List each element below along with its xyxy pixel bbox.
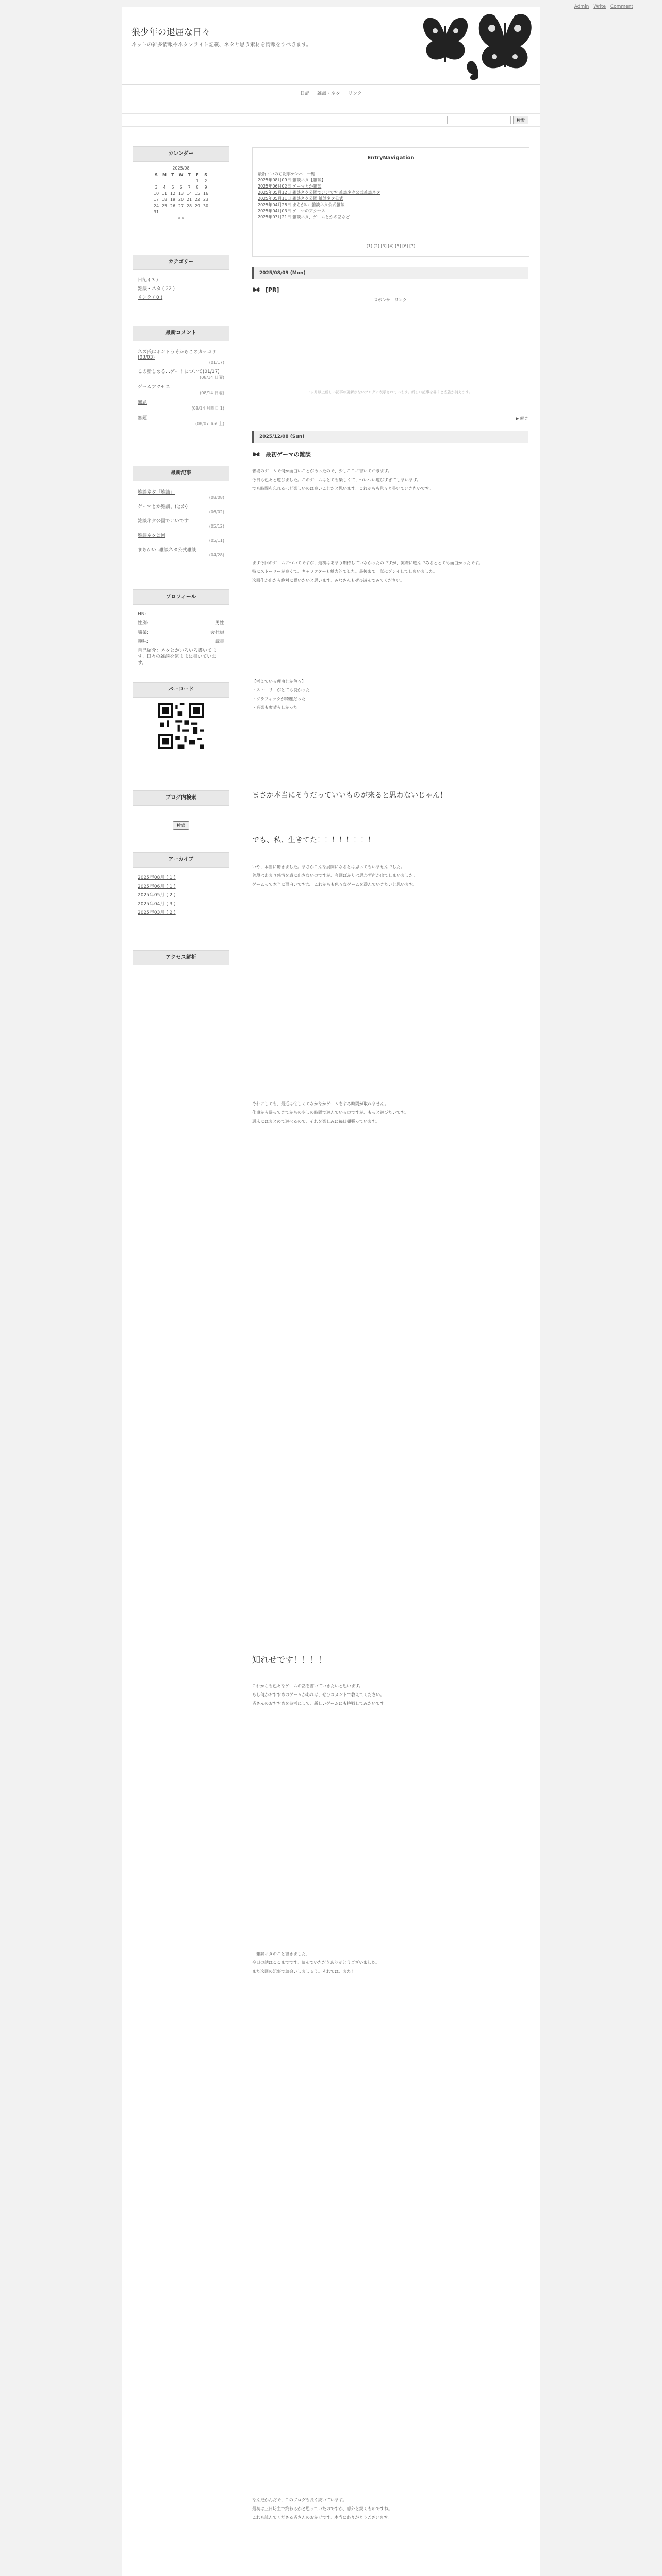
entry-line: 仕事から帰ってきてからの少しの時間で遊んでいるのですが、もっと遊びたいです。 (252, 1110, 409, 1115)
calendar-day: 8 (196, 184, 199, 190)
calendar-day: 27 (178, 203, 184, 208)
calendar-day (160, 178, 169, 184)
recent-date: (05/12) (209, 524, 224, 529)
entry-nav-item[interactable]: 2025年08月09日 雑談ネタ【雑談】 (258, 178, 326, 182)
calendar-day: 22 (194, 197, 201, 202)
recent-link[interactable]: 雑談ネタ公園 (138, 533, 166, 538)
entry-highlight: でも、私、生きてた！！！！！！！！ (252, 836, 375, 844)
butterfly-illustration (417, 10, 536, 82)
entry-line: また次回の記事でお会いしましょう。それでは、また！ (252, 1969, 355, 1974)
admin-link[interactable]: Admin (574, 4, 589, 9)
calendar-title: カレンダー (133, 146, 229, 162)
calendar-day (185, 209, 193, 215)
calendar-day: 2 (204, 178, 207, 183)
top-links (571, 4, 633, 9)
entry-navigation-pages[interactable]: [1] [2] [3] [4] [5] [6] [7] (366, 244, 416, 248)
calendar-day: 3 (155, 184, 158, 190)
pr-title (252, 286, 528, 293)
entry-line: 特にストーリーが良くて、キャラクターも魅力的でした。最後まで一気にプレイしてしまいました。 (252, 569, 437, 574)
entry-nav-item[interactable]: 2025年05月11日 雑談ネタ公園 雑談ネタ公式 (258, 196, 343, 201)
profile-key: HN: (138, 612, 146, 617)
calendar-day (177, 178, 185, 184)
site-title[interactable]: 狼少年の退屈な日々 (131, 27, 210, 38)
blog-search-input[interactable] (141, 810, 221, 818)
entry-paragraph (252, 2497, 528, 2523)
comment-link[interactable]: ネズ氏はホントうそからこのカテゴリ(03/03) (138, 350, 217, 360)
blog-search-title: ブログ内検索 (133, 790, 229, 806)
entry-line: でも時間を忘れるほど楽しいのは良いことだと思います。これからも色々と書いていきたいです。 (252, 486, 433, 491)
entry-title (252, 450, 528, 459)
calendar-day-header: S (155, 172, 158, 177)
ad-note: 3ヶ月以上新しい記事の更新がないブログに表示されています。新しい記事を書くと広告が消えます。 (308, 390, 473, 394)
calendar-day: 23 (203, 197, 209, 202)
comment-meta: (08/14 日曜) (200, 391, 224, 395)
recent-date: (08/08) (209, 495, 224, 500)
profile-box (133, 589, 229, 670)
entry-line: なんだかんだで、このブログも長く続いています。 (252, 2498, 347, 2502)
calendar-day (160, 209, 169, 215)
profile-key: 職業: (138, 630, 149, 635)
calendar-day: 12 (170, 191, 176, 196)
blog-search-button[interactable]: 検索 (173, 821, 189, 830)
calendar-day: 1 (196, 178, 199, 183)
nav-chat[interactable]: 雑談・ネタ (317, 91, 341, 96)
comment-link[interactable]: 無題 (138, 416, 147, 421)
recent-link[interactable]: ゲーマとか雑談、(とか) (138, 504, 188, 510)
calendar-day: 4 (163, 184, 166, 190)
calendar-day (152, 178, 160, 184)
calendar-day (193, 209, 202, 215)
recent-box (133, 466, 229, 565)
comment-link[interactable]: Comment (610, 4, 633, 9)
entry-paragraph (252, 560, 528, 586)
search-input[interactable] (447, 116, 511, 124)
calendar-day: 24 (153, 203, 159, 208)
entry-line: いや、本当に驚きました。まさかこんな展開になるとは思ってもいませんでした。 (252, 865, 405, 869)
profile-value: 会社員 (210, 630, 224, 635)
pr-footer-link[interactable]: ▶ 続き (516, 416, 528, 421)
calendar-day (185, 178, 193, 184)
calendar-day-header: T (171, 172, 174, 177)
entry-line: 週末にはまとめて遊べるので、それを楽しみに毎日頑張っています。 (252, 1119, 380, 1124)
entry-line: まず今回のゲームについてですが、最初はあまり期待していなかったのですが、実際に遊んでみるととても面白かったです。 (252, 561, 483, 565)
entry-paragraph (252, 1100, 528, 1127)
calendar-day: 25 (161, 203, 168, 208)
calendar-day: 31 (153, 209, 159, 214)
entry-line: これからも色々なゲームの話を書いていきたいと思います。 (252, 1684, 363, 1688)
analysis-title: アクセス解析 (133, 950, 229, 965)
page-container (122, 7, 540, 2576)
calendar-month: 2025/08 (172, 166, 190, 171)
calendar-day: 13 (178, 191, 184, 196)
calendar-day: 10 (153, 191, 159, 196)
entry-nav-item[interactable]: 2025年04月28日 まちがい..雑談ネタ公式雑談 (258, 202, 345, 207)
butterfly-icon (252, 451, 260, 457)
calendar-day: 29 (194, 203, 201, 208)
profile-intro: 自己紹介：ネタとかいろいろ書いてます。日々の雑談を気ままに書いています。 (138, 648, 217, 666)
calendar-day: 28 (186, 203, 192, 208)
profile-value: 男性 (214, 621, 224, 626)
global-nav (122, 90, 540, 96)
category-link[interactable]: 日記 ( 3 ) (138, 278, 158, 283)
entry-line: 今日の話はここまでです。読んでいただきありがとうございました。 (252, 1960, 380, 1965)
archive-box (133, 852, 229, 922)
entry-highlight: まさか本当にそうだっていいものが来ると思わないじゃん！ (252, 791, 447, 800)
entry-line: ・グラフィックが綺麗だった (252, 697, 306, 701)
pr-note: スポンサーリンク (374, 298, 407, 302)
comments-title: 最新コメント (133, 326, 229, 341)
entry-line: 最初は三日坊主で終わるかと思っていたのですが、意外と続くものですね。 (252, 2506, 392, 2511)
butterfly-icon (252, 286, 260, 293)
calendar-day-header: S (204, 172, 207, 177)
comment-link[interactable]: ゲームアクセス (138, 385, 170, 390)
calendar-day: 14 (186, 191, 192, 196)
calendar-day (177, 209, 185, 215)
entry-line: もし何かおすすめのゲームがあれば、ぜひコメントで教えてください。 (252, 1692, 385, 1697)
entry-line: これも読んでくださる皆さんのおかげです。本当にありがとうございます。 (252, 2515, 392, 2520)
entry-paragraph (252, 468, 528, 494)
pr-date: 2025/08/09 (Mon) (252, 267, 528, 279)
calendar-day: 7 (188, 184, 191, 190)
recent-date: (04/28) (209, 553, 224, 557)
calendar-day: 6 (179, 184, 183, 190)
entry-nav-item[interactable]: 2025年05月12日 雑談ネタ公園でいいです 雑談ネタ公式雑談ネタ (258, 190, 380, 195)
calendar-day: 21 (186, 197, 192, 202)
barcode-title: バーコード (133, 682, 229, 698)
entry-nav-item[interactable]: 2025年04月03日 ゲーマのアクセス… (258, 209, 330, 213)
recent-link[interactable]: 雑談ネタ「雑談」 (138, 490, 175, 495)
entry-paragraph (252, 1951, 528, 1977)
recent-date: (05/11) (209, 538, 224, 543)
recent-link[interactable]: まちがい..雑談ネタ公式雑談 (138, 548, 196, 553)
profile-key: 性別: (138, 621, 149, 626)
entry-paragraph (252, 678, 528, 713)
entry-line: ・音楽も素晴らしかった (252, 705, 297, 710)
analysis-box (133, 950, 229, 965)
archive-title: アーカイブ (133, 852, 229, 868)
blog-search-box (133, 790, 229, 834)
calendar-day (202, 209, 210, 215)
search-button[interactable]: 検索 (513, 116, 528, 124)
entry-line: それにしても、最近は忙しくてなかなかゲームをする時間が取れません。 (252, 1101, 389, 1106)
archive-link[interactable]: 2025年04月 ( 3 ) (138, 902, 176, 907)
calendar-day: 17 (153, 197, 159, 202)
calendar-day: 15 (194, 191, 201, 196)
entry-title-text[interactable]: 最初ゲーマの雑談 (265, 451, 311, 458)
entry-navigation (252, 147, 529, 257)
comment-link[interactable]: 無題 (138, 400, 147, 405)
category-link[interactable]: 雑談・ネタ ( 22 ) (138, 286, 175, 292)
entry-navigation-title: EntryNavigation (367, 155, 415, 161)
qr-code-icon (158, 703, 204, 749)
calendar-day-header: F (196, 172, 199, 177)
comments-box (133, 326, 229, 434)
barcode-box (133, 682, 229, 749)
calendar-table (152, 172, 210, 215)
entry-line: 【考えている理由とか色々】 (252, 679, 306, 684)
advertisement-area[interactable] (262, 312, 518, 374)
calendar-day: 18 (161, 197, 168, 202)
profile-title: プロフィール (133, 589, 229, 605)
entry-line: 皆さんのおすすめを参考にして、新しいゲームにも挑戦してみたいです。 (252, 1701, 388, 1706)
entry-line: ゲームって本当に面白いですね。これからも色々なゲームを遊んでいきたいと思います。 (252, 882, 417, 887)
entry-line: ・ストーリーがとても良かった (252, 688, 310, 692)
category-link[interactable]: リンク ( 0 ) (138, 295, 163, 300)
entry-navigation-list (258, 171, 524, 221)
recent-title: 最新記事 (133, 466, 229, 481)
comment-meta: (08/14 日曜) (200, 375, 224, 380)
comment-meta: (08/07 Tue 土) (195, 421, 224, 426)
entry-nav-item[interactable]: 最新・いのち記事ナンバー一覧 (258, 172, 316, 176)
archive-link[interactable]: 2025年03月 ( 2 ) (138, 910, 176, 916)
profile-key: 趣味: (138, 639, 149, 645)
calendar-day-header: M (162, 172, 167, 177)
entry-paragraph (252, 863, 528, 890)
category-box (133, 255, 229, 307)
comment-meta: (01/17) (209, 360, 224, 365)
entry-line: 「雑談ネタのこと書きました」 (252, 1952, 310, 1956)
calendar-day-header: T (188, 172, 191, 177)
pr-label: [PR] (265, 286, 279, 293)
entry-line: 次回作が出たら絶対に買いたいと思います。みなさんもぜひ遊んでみてください。 (252, 578, 405, 583)
site-description: ネットの雑多情報やネタフライト記載、ネタと思う素材を情報をすべきます。 (131, 42, 311, 48)
calendar-day: 11 (161, 191, 168, 196)
calendar-day: 30 (203, 203, 209, 208)
search-bar (122, 113, 540, 127)
archive-link[interactable]: 2025年05月 ( 2 ) (138, 893, 176, 898)
calendar-box (133, 146, 229, 225)
calendar-day: 20 (178, 197, 184, 202)
calendar-day: 5 (171, 184, 174, 190)
entry-nav-item[interactable]: 2025年03月21日 雑談ネタ、ゲームとかの話など (258, 215, 350, 219)
comment-link[interactable]: この新しめる…ゲートについて(01/17) (138, 369, 220, 375)
calendar-day (169, 178, 177, 184)
calendar-day (169, 209, 177, 215)
recent-link[interactable]: 雑談ネタ公園でいいです (138, 519, 189, 524)
calendar-day: 26 (170, 203, 176, 208)
entry-line: 普段はあまり感情を表に出さないのですが、今回ばかりは思わず声が出てしまいました。 (252, 873, 417, 878)
entry-date: 2025/12/08 (Sun) (252, 431, 528, 443)
nav-diary[interactable]: 日記 (300, 91, 310, 96)
calendar-nav[interactable]: « » (177, 216, 185, 221)
nav-links[interactable]: リンク (347, 91, 362, 96)
write-link[interactable]: Write (593, 4, 606, 9)
entry-nav-item[interactable]: 2025年06月02日 ゲーマとか雑談 (258, 184, 322, 189)
calendar-day: 16 (203, 191, 209, 196)
site-header (122, 7, 540, 85)
calendar-day: 19 (170, 197, 176, 202)
entry-line: 今日も色々と遊びました。このゲームはとても楽しくて、ついつい遊びすぎてしまいます。 (252, 478, 421, 482)
recent-date: (06/02) (209, 510, 224, 514)
archive-link[interactable]: 2025年08月 ( 1 ) (138, 875, 176, 880)
profile-value: 読書 (214, 639, 224, 645)
entry-paragraph (252, 1683, 528, 1709)
calendar-day-header: W (178, 172, 184, 177)
calendar-day: 9 (204, 184, 207, 190)
entry-announcement: 知れせです！！！！ (252, 1655, 327, 1665)
entry-line: 普段のゲームで何か面白いことがあったので、少しここに書いておきます。 (252, 469, 392, 473)
category-title: カテゴリー (133, 255, 229, 270)
comment-meta: (08/14 月曜日 1) (191, 406, 224, 411)
archive-link[interactable]: 2025年06月 ( 1 ) (138, 884, 176, 889)
